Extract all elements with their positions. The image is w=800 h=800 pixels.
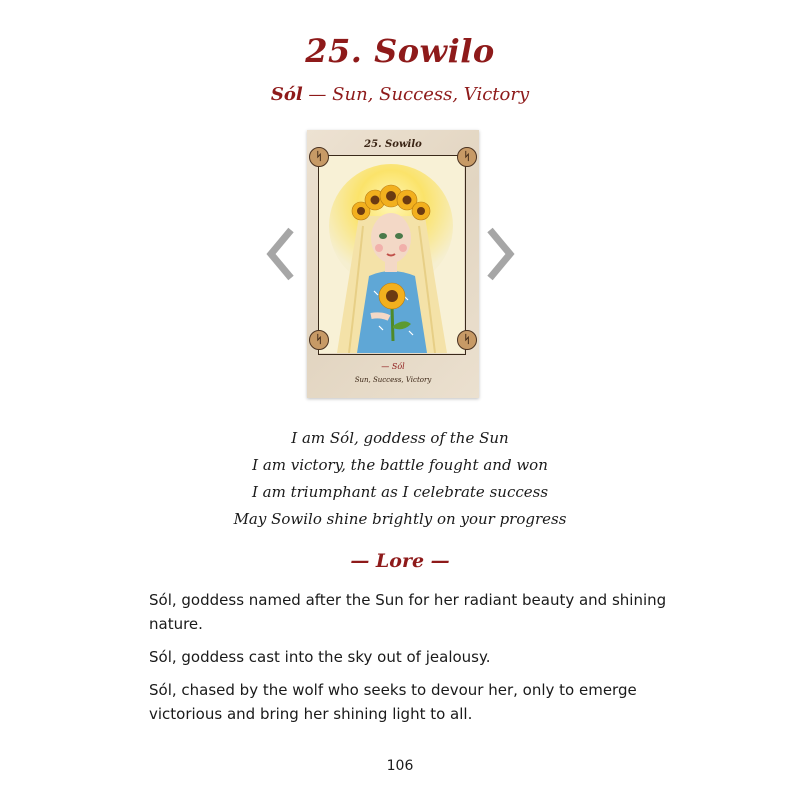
lore-heading: — Lore — [350, 550, 450, 572]
lore-paragraph: Sól, goddess cast into the sky out of jealousy. [149, 648, 491, 666]
poem-line: I am Sól, goddess of the Sun [291, 429, 509, 447]
chevron-left-icon [265, 226, 297, 282]
rune-badge-bottom-right: ᛋ [457, 330, 477, 350]
poem [0, 425, 800, 533]
page-title: 25. Sowilo [305, 32, 495, 70]
card-caption: — Sól [381, 362, 405, 371]
next-card-button[interactable] [484, 226, 516, 282]
oracle-card[interactable] [307, 130, 479, 398]
rune-badge-top-left: ᛋ [309, 147, 329, 167]
poem-line: May Sowilo shine brightly on your progress [233, 510, 567, 528]
lore-text [149, 588, 709, 735]
card-frame [318, 155, 466, 355]
goddess-with-sunflowers-icon [319, 156, 464, 353]
lore-paragraph: Sól, goddess named after the Sun for her radiant beauty and shining nature. [149, 591, 667, 633]
subtitle-goddess-name: Sól [270, 84, 303, 105]
chevron-right-icon [484, 226, 516, 282]
rune-badge-top-right: ᛋ [457, 147, 477, 167]
poem-line: I am triumphant as I celebrate success [251, 483, 549, 501]
rune-badge-bottom-left: ᛋ [309, 330, 329, 350]
card-keywords: Sun, Success, Victory [354, 376, 432, 384]
subtitle-dash: — [302, 84, 333, 105]
page-number: 106 [386, 758, 414, 774]
subtitle-keywords: Sun, Success, Victory [332, 84, 530, 105]
previous-card-button[interactable] [265, 226, 297, 282]
lore-paragraph: Sól, chased by the wolf who seeks to devour her, only to emerge victorious and bring her shining light to all. [149, 681, 637, 723]
card-title: 25. Sowilo [364, 139, 422, 150]
page-subtitle [0, 84, 800, 105]
poem-line: I am victory, the battle fought and won [252, 456, 548, 474]
